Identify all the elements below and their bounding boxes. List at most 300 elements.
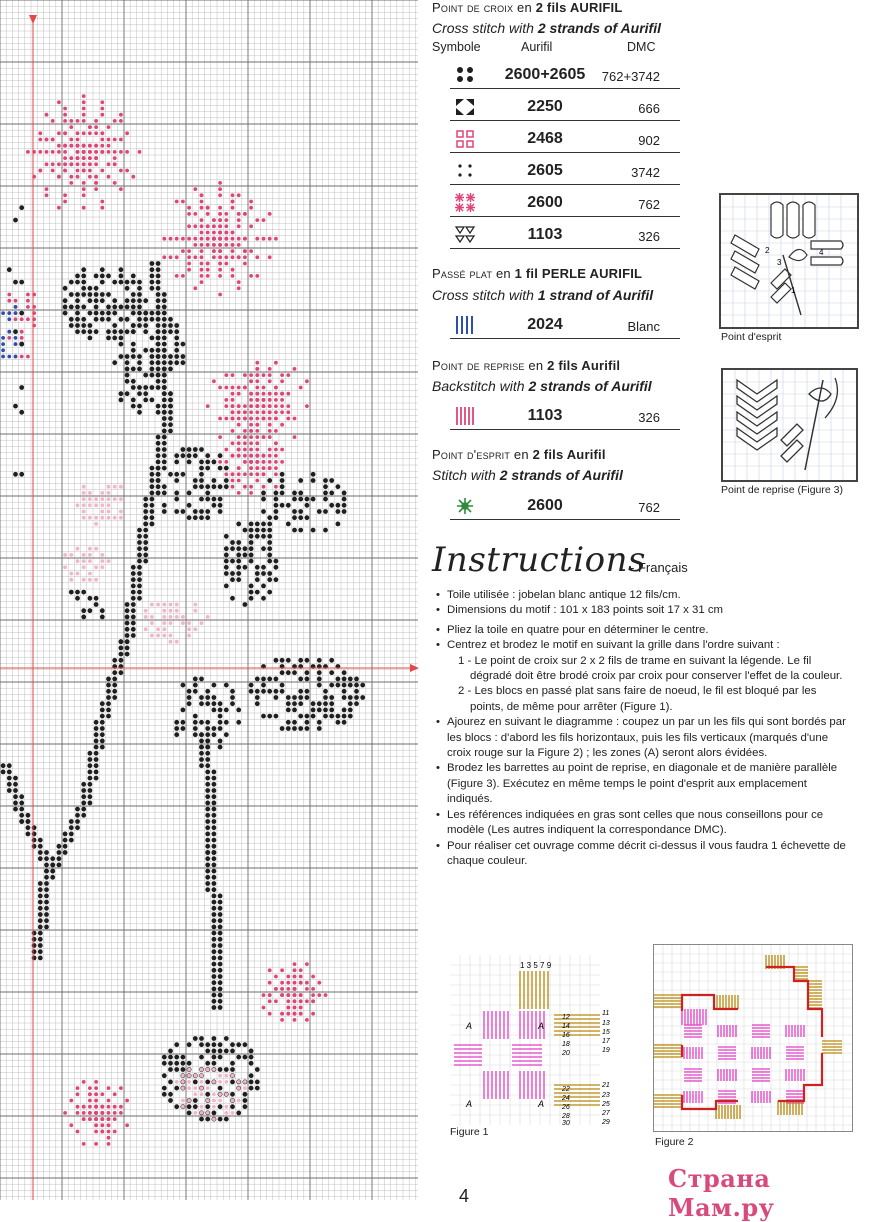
stitch-mark <box>336 484 341 489</box>
stitch-mark <box>50 856 55 861</box>
stitch-mark <box>100 497 104 501</box>
stitch-mark <box>100 726 105 731</box>
stitch-mark <box>249 206 253 210</box>
stitch-mark <box>94 739 99 744</box>
stitch-mark <box>205 763 210 768</box>
stitch-mark <box>249 590 254 595</box>
stitch-mark <box>305 962 309 966</box>
stitch-mark <box>292 720 297 725</box>
stitch-mark <box>19 819 24 824</box>
stitch-mark <box>162 615 166 619</box>
stitch-mark <box>212 708 217 713</box>
stitch-mark <box>106 317 111 322</box>
stitch-mark <box>237 417 241 421</box>
stitch-mark <box>168 391 173 396</box>
stitch-mark <box>200 274 204 278</box>
stitch-mark <box>255 218 259 222</box>
stitch-mark <box>57 150 61 154</box>
stitch-mark <box>143 534 148 539</box>
stitch-mark <box>249 460 253 464</box>
stitch-mark <box>212 237 216 241</box>
stitch-mark <box>205 460 210 465</box>
satin-block <box>684 1091 702 1103</box>
stitch-mark <box>32 832 37 837</box>
stitch-mark <box>218 931 223 936</box>
stitch-mark <box>119 274 124 279</box>
esprit-sub-bold: 2 strands of Aurifil <box>499 467 623 483</box>
stitch-mark <box>150 317 155 322</box>
stitch-mark <box>94 522 98 526</box>
stitch-mark <box>150 280 155 285</box>
stitch-mark <box>262 485 266 489</box>
stitch-mark <box>150 472 155 477</box>
stitch-mark <box>94 298 99 303</box>
stitch-mark <box>156 484 161 489</box>
stitch-mark <box>156 261 161 266</box>
stitch-mark <box>119 1105 123 1109</box>
stitch-mark <box>243 546 248 551</box>
fig1-inner-number: 30 <box>562 1120 570 1125</box>
stitch-mark <box>249 534 254 539</box>
stitch-mark <box>199 677 204 682</box>
stitch-mark <box>262 1006 266 1010</box>
stitch-mark <box>32 825 37 830</box>
stitch-mark <box>305 515 310 520</box>
aurifil-code: 2250 <box>527 98 563 115</box>
stitch-mark <box>162 323 167 328</box>
satin-block <box>808 981 822 1008</box>
stitch-mark <box>32 956 37 961</box>
stitch-mark <box>224 478 229 483</box>
stitch-mark <box>224 237 228 241</box>
stitch-mark <box>200 255 204 259</box>
stitch-mark <box>81 801 86 806</box>
stitch-mark <box>348 714 353 719</box>
stitch-mark <box>205 745 210 750</box>
stitch-mark <box>205 497 210 502</box>
stitch-mark <box>100 1123 104 1127</box>
stitch-mark <box>45 113 49 117</box>
stitch-mark <box>174 1104 179 1109</box>
esprit-sub: Stitch with <box>432 467 500 483</box>
stitch-mark <box>249 596 254 601</box>
stitch-mark <box>237 212 241 216</box>
stitch-mark <box>112 311 117 316</box>
stitch-mark <box>181 360 186 365</box>
stitch-mark <box>224 683 229 688</box>
stitch-mark <box>262 392 266 396</box>
stitch-mark <box>143 323 148 328</box>
stitch-mark <box>14 311 18 315</box>
stitch-mark <box>311 714 316 719</box>
stitch-mark <box>94 150 98 154</box>
stitch-mark <box>218 726 223 731</box>
stitch-mark <box>45 193 49 197</box>
fig1-right-number: 13 <box>602 1020 610 1027</box>
stitch-mark <box>69 825 74 830</box>
stitch-mark <box>106 695 111 700</box>
stitch-mark <box>230 1092 235 1097</box>
stitch-mark <box>212 912 217 917</box>
stitch-mark <box>75 596 80 601</box>
stitch-mark <box>187 212 191 216</box>
stitch-mark <box>7 293 11 297</box>
stitch-mark <box>231 410 235 414</box>
stitch-mark <box>125 391 130 396</box>
stitch-mark <box>7 782 12 787</box>
stitch-mark <box>293 975 297 979</box>
stitch-mark <box>193 720 198 725</box>
stitch-mark <box>199 1055 204 1060</box>
stitch-mark <box>218 962 223 967</box>
stitch-mark <box>317 708 322 713</box>
stitch-mark <box>193 187 197 191</box>
stitch-mark <box>206 1111 210 1115</box>
stitch-mark <box>143 398 148 403</box>
stitch-mark <box>57 844 62 849</box>
stitch-mark <box>76 547 80 551</box>
stitch-mark <box>193 1111 197 1115</box>
stitch-mark <box>212 1092 216 1096</box>
stitch-mark <box>69 553 73 557</box>
stitch-mark <box>205 770 210 775</box>
stitch-mark <box>63 298 68 303</box>
stitch-mark <box>354 689 359 694</box>
stitch-mark <box>199 739 204 744</box>
stitch-mark <box>243 386 247 390</box>
stitch-mark <box>200 1068 204 1072</box>
fig3-number: 4 <box>819 248 824 257</box>
stitch-mark <box>181 1074 185 1078</box>
stitch-mark <box>14 317 18 321</box>
stitch-mark <box>7 317 11 321</box>
stitch-mark <box>218 980 223 985</box>
stitch-mark <box>175 274 179 278</box>
stitch-mark <box>224 534 229 539</box>
stitch-mark <box>82 497 86 501</box>
stitch-mark <box>63 850 68 855</box>
stitch-mark <box>69 317 74 322</box>
stitch-mark <box>44 912 49 917</box>
stitch-mark <box>293 1006 297 1010</box>
stitch-mark <box>131 398 136 403</box>
stitch-mark <box>125 169 129 173</box>
stitch-mark <box>280 448 284 452</box>
stitch-mark <box>106 336 111 341</box>
stitch-mark <box>212 1080 216 1084</box>
stitch-mark <box>88 329 93 334</box>
stitch-mark <box>100 701 105 706</box>
stitch-mark <box>187 621 191 625</box>
stitch-mark <box>249 1080 254 1085</box>
cross-stitch-subheading <box>432 20 661 36</box>
satin-block <box>716 1105 740 1119</box>
stitch-mark <box>181 1105 185 1109</box>
stitch-mark <box>218 906 223 911</box>
stitch-mark <box>57 850 62 855</box>
stitch-mark <box>205 720 210 725</box>
stitch-mark <box>26 293 30 297</box>
stitch-mark <box>100 1105 104 1109</box>
stitch-mark <box>125 317 130 322</box>
stitch-mark <box>224 243 228 247</box>
stitch-mark <box>100 107 104 111</box>
stitch-mark <box>317 720 322 725</box>
stitch-mark <box>274 460 278 464</box>
stitch-mark <box>231 206 235 210</box>
stitch-mark <box>162 305 167 310</box>
stitch-mark <box>75 274 80 279</box>
legend-row <box>450 222 680 249</box>
stitch-mark <box>298 714 303 719</box>
stitch-mark <box>280 987 284 991</box>
stitch-mark <box>125 150 129 154</box>
stitch-mark <box>137 391 142 396</box>
stitch-mark <box>255 466 259 470</box>
cross-stitch-label-mid: en <box>513 0 536 15</box>
stitch-mark <box>255 435 259 439</box>
stitch-mark <box>267 714 272 719</box>
instruction-item: • Ajourez en suivant le diagramme : coupez un par un les fils qui sont bordés par les blocs : d'abord les fils horizontaux, puis les fils verticaux (marqués d'une croix rouge sur la Figure 2) ; les zones (A) seront alors évidées. <box>440 715 850 761</box>
stitch-mark <box>125 633 130 638</box>
fig3-number: 2 <box>765 246 770 255</box>
stitch-mark <box>156 447 161 452</box>
stitch-mark <box>230 701 235 706</box>
stitch-mark <box>212 807 217 812</box>
stitch-mark <box>243 1055 248 1060</box>
stitch-mark <box>20 336 24 340</box>
stitch-mark <box>311 708 316 713</box>
stitch-mark <box>113 1105 117 1109</box>
stitch-mark <box>193 689 198 694</box>
stitch-mark <box>106 329 111 334</box>
stitch-mark <box>193 224 197 228</box>
stitch-mark <box>81 788 86 793</box>
stitch-mark <box>76 138 80 142</box>
stitch-mark <box>125 608 130 613</box>
instruction-item: • Centrez et brodez le motif en suivant la grille dans l'ordre suivant : <box>440 638 850 653</box>
stitch-mark <box>274 577 279 582</box>
stitch-mark <box>100 615 105 620</box>
stitch-mark <box>218 187 222 191</box>
stitch-mark <box>261 528 266 533</box>
satin-stitch-sub-bold: 1 strand of Aurifil <box>537 287 654 303</box>
esprit-label-bold: 2 fils Aurifil <box>532 447 606 462</box>
stitch-mark <box>218 949 223 954</box>
stitch-mark <box>181 1086 185 1090</box>
stitch-mark <box>342 708 347 713</box>
stitch-mark <box>212 770 217 775</box>
stitch-mark <box>106 714 111 719</box>
stitch-mark <box>181 354 186 359</box>
stitch-mark <box>94 1123 98 1127</box>
stitch-mark <box>63 169 67 173</box>
stitch-mark <box>100 559 104 563</box>
stitch-mark <box>243 212 247 216</box>
stitch-mark <box>305 689 310 694</box>
stitch-mark <box>200 1086 204 1090</box>
stitch-mark <box>131 615 136 620</box>
stitch-mark <box>38 949 43 954</box>
stitch-mark <box>174 732 179 737</box>
stitch-mark <box>317 993 321 997</box>
stitch-mark <box>19 807 24 812</box>
stitch-mark <box>7 776 12 781</box>
stitch-mark <box>57 206 61 210</box>
stitch-mark <box>88 547 92 551</box>
stitch-mark <box>360 695 365 700</box>
stitch-mark <box>231 249 235 253</box>
stitch-mark <box>100 503 104 507</box>
stitch-mark <box>156 305 161 310</box>
stitch-mark <box>305 720 310 725</box>
stitch-mark <box>298 695 303 700</box>
stitch-mark <box>100 1092 104 1096</box>
stitch-mark <box>63 1111 67 1115</box>
stitch-mark <box>199 472 204 477</box>
stitch-mark <box>88 757 93 762</box>
stitch-mark <box>274 689 279 694</box>
esprit-label-mid: en <box>510 447 533 462</box>
stitch-mark <box>205 1117 210 1122</box>
stitch-mark <box>262 373 266 377</box>
stitch-mark <box>45 138 49 142</box>
satin-block <box>718 1025 736 1037</box>
stitch-mark <box>131 577 136 582</box>
fig1-right-number: 29 <box>602 1119 610 1125</box>
stitch-mark <box>69 832 74 837</box>
stitch-mark <box>38 838 43 843</box>
satin-block <box>654 1045 682 1057</box>
stitch-mark <box>150 478 155 483</box>
stitch-mark <box>168 1049 173 1054</box>
stitch-mark <box>94 144 98 148</box>
stitch-mark <box>156 634 160 638</box>
stitch-mark <box>156 603 160 607</box>
stitch-mark <box>51 169 55 173</box>
stitch-mark <box>236 1042 241 1047</box>
stitch-mark <box>268 448 272 452</box>
stitch-mark <box>94 119 98 123</box>
stitch-mark <box>38 850 43 855</box>
stitch-mark <box>298 528 303 533</box>
stitch-mark <box>143 391 148 396</box>
stitch-mark <box>255 534 260 539</box>
stitch-mark <box>274 714 279 719</box>
stitch-mark <box>205 825 210 830</box>
stitch-mark <box>292 497 297 502</box>
backstitch-label-bold: 2 fils Aurifil <box>547 358 621 373</box>
stitch-mark <box>237 441 241 445</box>
stitch-mark <box>113 181 117 185</box>
instruction-item: • Toile utilisée : jobelan blanc antique 12 fils/cm. <box>440 588 850 603</box>
stitch-mark <box>336 677 341 682</box>
stitch-mark <box>218 460 222 464</box>
stitch-mark <box>69 181 73 185</box>
stitch-mark <box>218 181 222 185</box>
stitch-mark <box>218 1067 223 1072</box>
stitch-mark <box>336 503 341 508</box>
stitch-mark <box>119 1111 123 1115</box>
stitch-mark <box>205 695 210 700</box>
stitch-mark <box>131 404 136 409</box>
stitch-mark <box>143 348 148 353</box>
stitch-mark <box>88 286 93 291</box>
figure-1-diagram <box>450 955 620 1125</box>
stitch-mark <box>94 503 98 507</box>
stitch-mark <box>255 479 259 483</box>
stitch-mark <box>168 317 173 322</box>
stitch-mark <box>119 150 123 154</box>
stitch-mark <box>280 689 285 694</box>
stitch-mark <box>125 646 130 651</box>
stitch-mark <box>150 261 155 266</box>
stitch-mark <box>224 1049 229 1054</box>
stitch-mark <box>205 788 210 793</box>
stitch-mark <box>125 373 130 378</box>
stitch-mark <box>162 435 167 440</box>
stitch-mark <box>329 695 334 700</box>
stitch-mark <box>249 584 254 589</box>
stitch-mark <box>107 510 111 514</box>
stitch-mark <box>107 485 111 489</box>
stitch-mark <box>174 336 179 341</box>
red-bars-icon <box>454 406 476 426</box>
stitch-mark <box>360 683 365 688</box>
fig1-inner-number: 26 <box>562 1104 570 1111</box>
stitch-mark <box>162 621 166 625</box>
stitch-mark <box>32 931 37 936</box>
stitch-mark <box>323 491 328 496</box>
stitch-mark <box>69 119 73 123</box>
stitch-mark <box>237 479 241 483</box>
stitch-mark <box>131 608 136 613</box>
stitch-mark <box>255 373 259 377</box>
stitch-mark <box>94 1080 98 1084</box>
stitch-mark <box>69 1123 73 1127</box>
satin-block <box>718 1069 736 1081</box>
stitch-mark <box>181 1067 186 1072</box>
stitch-mark <box>305 497 310 502</box>
stitch-mark <box>57 144 61 148</box>
stitch-mark <box>317 509 322 514</box>
stitch-mark <box>13 280 18 285</box>
blue-bars-icon <box>454 315 476 335</box>
stitch-mark <box>162 385 167 390</box>
stitch-mark <box>274 454 278 458</box>
esprit-label: Point d'esprit <box>432 447 511 462</box>
stitch-mark <box>261 689 266 694</box>
stitch-mark <box>156 404 161 409</box>
dmc-code: 902 <box>638 133 660 148</box>
stitch-mark <box>243 404 247 408</box>
stitch-mark <box>38 894 43 899</box>
stitch-mark <box>205 1080 210 1085</box>
stitch-mark <box>156 360 161 365</box>
satin-stitch-label-mid: en <box>492 266 515 281</box>
stitch-mark <box>137 354 142 359</box>
stitch-mark <box>107 559 111 563</box>
stitch-mark <box>249 448 253 452</box>
stitch-mark <box>107 1123 111 1127</box>
stitch-mark <box>168 429 173 434</box>
stitch-mark <box>212 1061 217 1066</box>
fig1-zone-label: A <box>466 1099 473 1109</box>
stitch-mark <box>162 441 167 446</box>
page-mark: 4 <box>459 1186 470 1206</box>
stitch-mark <box>286 720 291 725</box>
stitch-mark <box>82 193 86 197</box>
